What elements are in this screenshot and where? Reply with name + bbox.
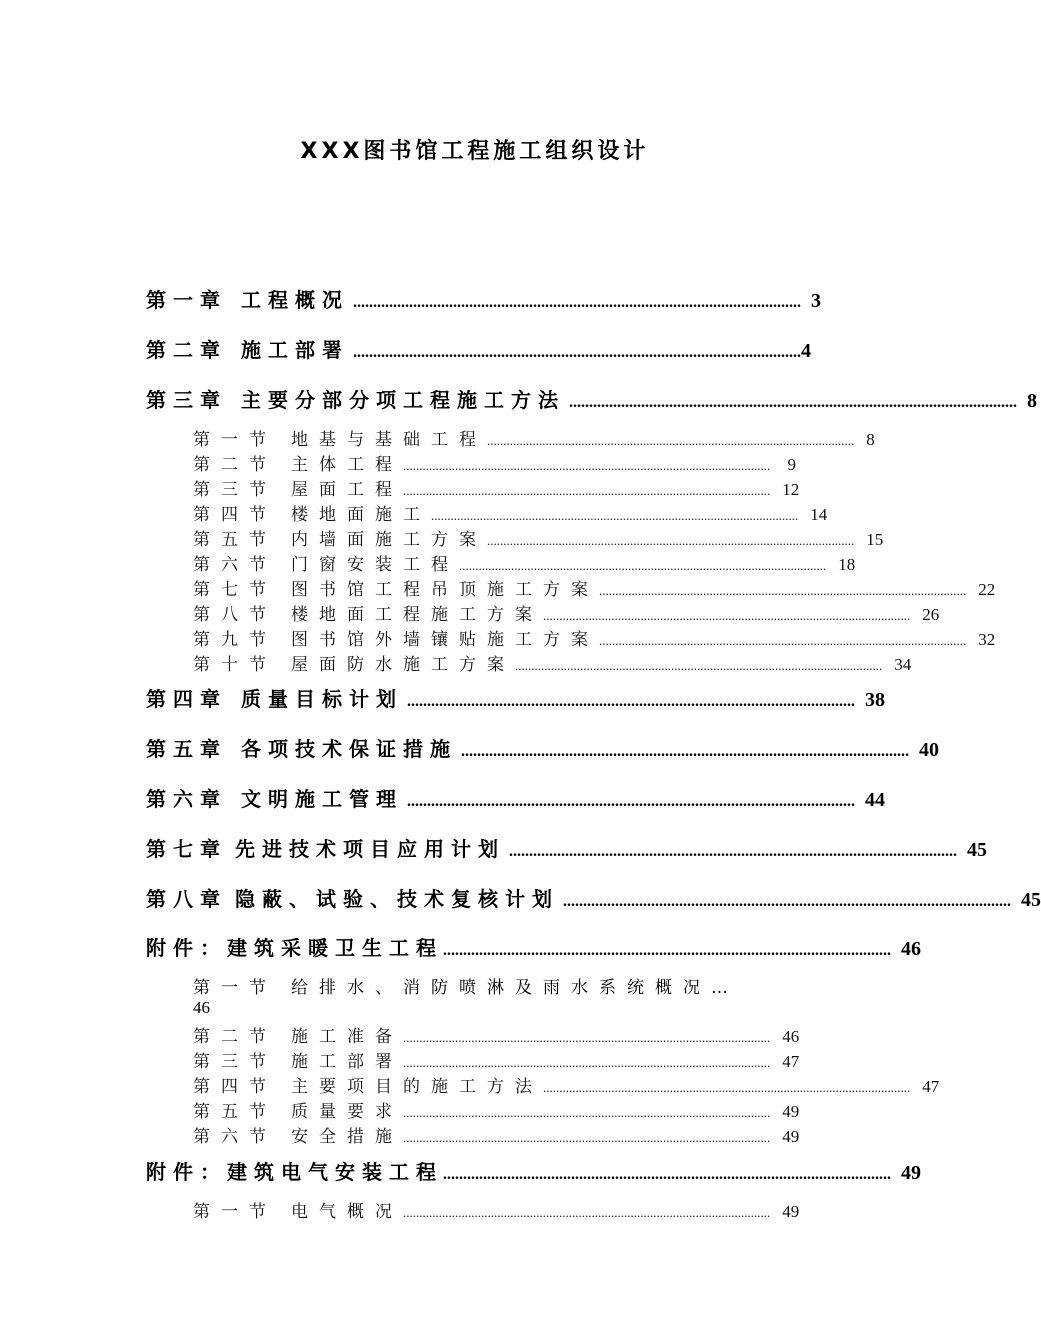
page-number: 47: [782, 1052, 800, 1071]
section-number: 第六节: [193, 1127, 277, 1147]
page-number: 8: [1027, 390, 1037, 412]
toc-chapter-7[interactable]: [146, 833, 987, 865]
page-number: 49: [782, 1102, 800, 1121]
dot-leader: .................................................................................................................: [403, 458, 771, 473]
toc-section[interactable]: [193, 525, 884, 550]
chapter-title: 各项技术保证措施: [241, 737, 457, 761]
page-number: 49: [901, 1162, 921, 1184]
toc-chapter-3[interactable]: [146, 384, 1037, 416]
section-number: 第五节: [193, 530, 277, 550]
section-number: 第八节: [193, 605, 277, 625]
chapter-number: 第一章: [146, 288, 227, 312]
section-number: 第七节: [193, 580, 277, 600]
page-number: 34: [894, 655, 912, 674]
toc-chapter-1[interactable]: [146, 284, 821, 316]
dot-leader: ................................................................................................................: [403, 693, 855, 710]
section-title: 图书馆工程吊顶施工方案: [291, 580, 599, 600]
toc-section[interactable]: [193, 475, 800, 500]
page-number: 8: [866, 430, 875, 449]
section-title: 内墙面施工方案: [291, 530, 487, 550]
page-number: 12: [782, 480, 800, 499]
dot-leader: ................................................................................................................: [349, 344, 801, 361]
chapter-title: 隐蔽、试验、技术复核计划: [235, 887, 559, 911]
section-number: 第十节: [193, 655, 277, 675]
toc-section-wrapped[interactable]: [193, 973, 796, 998]
chapter-number: 第二章: [146, 338, 227, 362]
page-number: 22: [978, 580, 996, 599]
dot-leader: .................................................................................................................: [403, 1205, 771, 1220]
dot-leader: ................................................................................................................: [443, 942, 891, 959]
dot-leader: .................................................................................................................: [459, 558, 827, 573]
page-number: 46: [193, 998, 210, 1017]
dot-leader: .................................................................................................................: [403, 1105, 771, 1120]
section-number: 第六节: [193, 555, 277, 575]
toc-chapter-4[interactable]: [146, 683, 885, 715]
attachment-title: 附件：建筑采暖卫生工程: [146, 936, 443, 960]
section-number: 第五节: [193, 1102, 277, 1122]
toc-section[interactable]: [193, 1022, 800, 1047]
section-title: 屋面防水施工方案: [291, 655, 515, 675]
page-number: 38: [865, 689, 885, 711]
section-title: 电气概况: [291, 1202, 403, 1222]
section-title: 施工准备: [291, 1027, 403, 1047]
dot-leader: .................................................................................................................: [487, 433, 855, 448]
chapter-title: 施工部署: [241, 338, 349, 362]
section-number: 第四节: [193, 505, 277, 525]
page-number: 46: [782, 1027, 800, 1046]
section-title: 地基与基础工程: [291, 430, 487, 450]
toc-section[interactable]: [193, 425, 875, 450]
dot-leader: ................................................................................................................: [457, 743, 909, 760]
section-title: 图书馆外墙镶贴施工方案: [291, 630, 599, 650]
page-number: 26: [922, 605, 940, 624]
chapter-title: 文明施工管理: [241, 787, 403, 811]
dot-leader: ................................................................................................................: [443, 1166, 891, 1183]
page-number: 40: [919, 739, 939, 761]
chapter-number: 第六章: [146, 787, 227, 811]
chapter-title: 先进技术项目应用计划: [235, 837, 505, 861]
section-number: 第二节: [193, 455, 277, 475]
dot-leader: ................................................................................................................: [565, 394, 1017, 411]
toc-section[interactable]: [193, 450, 796, 474]
toc-chapter-5[interactable]: [146, 733, 939, 765]
page-number: 4: [801, 340, 811, 362]
toc-section[interactable]: [193, 650, 912, 675]
page-number: 15: [866, 530, 884, 549]
toc-section[interactable]: [193, 550, 856, 575]
chapter-number: 第四章: [146, 687, 227, 711]
document-title: XXX图书馆工程施工组织设计: [300, 139, 650, 164]
toc-section[interactable]: [193, 575, 996, 600]
page-number: 32: [978, 630, 996, 649]
section-number: 第一节: [193, 430, 277, 450]
page-number: 18: [838, 555, 856, 574]
dot-leader: .................................................................................................................: [403, 1055, 771, 1070]
section-title: 楼地面施工: [291, 505, 431, 525]
dot-leader: .................................................................................................................: [543, 1080, 911, 1095]
toc-chapter-6[interactable]: [146, 783, 885, 815]
page-number: 3: [811, 290, 821, 312]
section-title: 给排水、消防喷淋及雨水系统概况: [291, 978, 711, 998]
attachment-title: 附件：建筑电气安装工程: [146, 1160, 443, 1184]
page-number: 49: [782, 1202, 800, 1221]
section-title: 质量要求: [291, 1102, 403, 1122]
section-number: 第一节: [193, 978, 277, 998]
section-number: 第三节: [193, 1052, 277, 1072]
toc-section[interactable]: [193, 1072, 940, 1097]
dot-leader: .................................................................................................................: [599, 633, 967, 648]
toc-chapter-8[interactable]: [146, 883, 1041, 915]
page-number: 49: [782, 1127, 800, 1146]
dot-leader: ................................................................................................................: [403, 793, 855, 810]
toc-section[interactable]: [193, 1047, 800, 1072]
chapter-number: 第五章: [146, 737, 227, 761]
page-number: 45: [1021, 889, 1041, 911]
dot-leader: .................................................................................................................: [403, 483, 771, 498]
toc-section[interactable]: [193, 625, 996, 650]
dot-leader: .................................................................................................................: [599, 583, 967, 598]
section-number: 第二节: [193, 1027, 277, 1047]
toc-section[interactable]: [193, 600, 940, 625]
page-number: 14: [810, 505, 828, 524]
page-number: 46: [901, 938, 921, 960]
dot-leader: ................................................................................................................: [505, 843, 957, 860]
section-number: 第一节: [193, 1202, 277, 1222]
toc-attachment-2[interactable]: [146, 1156, 921, 1188]
page-number: 47: [922, 1077, 940, 1096]
section-number: 第三节: [193, 480, 277, 500]
dot-leader: ................................................................................................................: [559, 893, 1011, 910]
section-title: 楼地面工程施工方案: [291, 605, 543, 625]
toc-section[interactable]: [193, 1097, 800, 1122]
chapter-title: 主要分部分项工程施工方法: [241, 388, 565, 412]
ellipsis-leader: …: [711, 978, 728, 998]
dot-leader: .................................................................................................................: [403, 1030, 771, 1045]
chapter-number: 第三章: [146, 388, 227, 412]
section-title: 施工部署: [291, 1052, 403, 1072]
dot-leader: .................................................................................................................: [403, 1130, 771, 1145]
toc-attachment-1[interactable]: [146, 932, 921, 964]
section-title: 屋面工程: [291, 480, 403, 500]
page-number: 9: [787, 455, 796, 474]
section-title: 主体工程: [291, 455, 403, 475]
section-title: 安全措施: [291, 1127, 403, 1147]
toc-section[interactable]: [193, 1197, 800, 1222]
page-number: 45: [967, 839, 987, 861]
dot-leader: .................................................................................................................: [487, 533, 855, 548]
section-title: 主要项目的施工方法: [291, 1077, 543, 1097]
section-number: 第九节: [193, 630, 277, 650]
chapter-number: 第七章: [146, 837, 227, 861]
dot-leader: .................................................................................................................: [515, 658, 883, 673]
dot-leader: .................................................................................................................: [543, 608, 911, 623]
chapter-title: 质量目标计划: [241, 687, 403, 711]
page-number: 44: [865, 789, 885, 811]
toc-section[interactable]: [193, 1122, 800, 1147]
chapter-title: 工程概况: [241, 288, 349, 312]
section-title: 门窗安装工程: [291, 555, 459, 575]
section-number: 第四节: [193, 1077, 277, 1097]
toc-chapter-2[interactable]: [146, 334, 811, 366]
dot-leader: ................................................................................................................: [349, 294, 801, 311]
toc-section[interactable]: [193, 500, 828, 525]
chapter-number: 第八章: [146, 887, 227, 911]
dot-leader: .................................................................................................................: [431, 508, 799, 523]
